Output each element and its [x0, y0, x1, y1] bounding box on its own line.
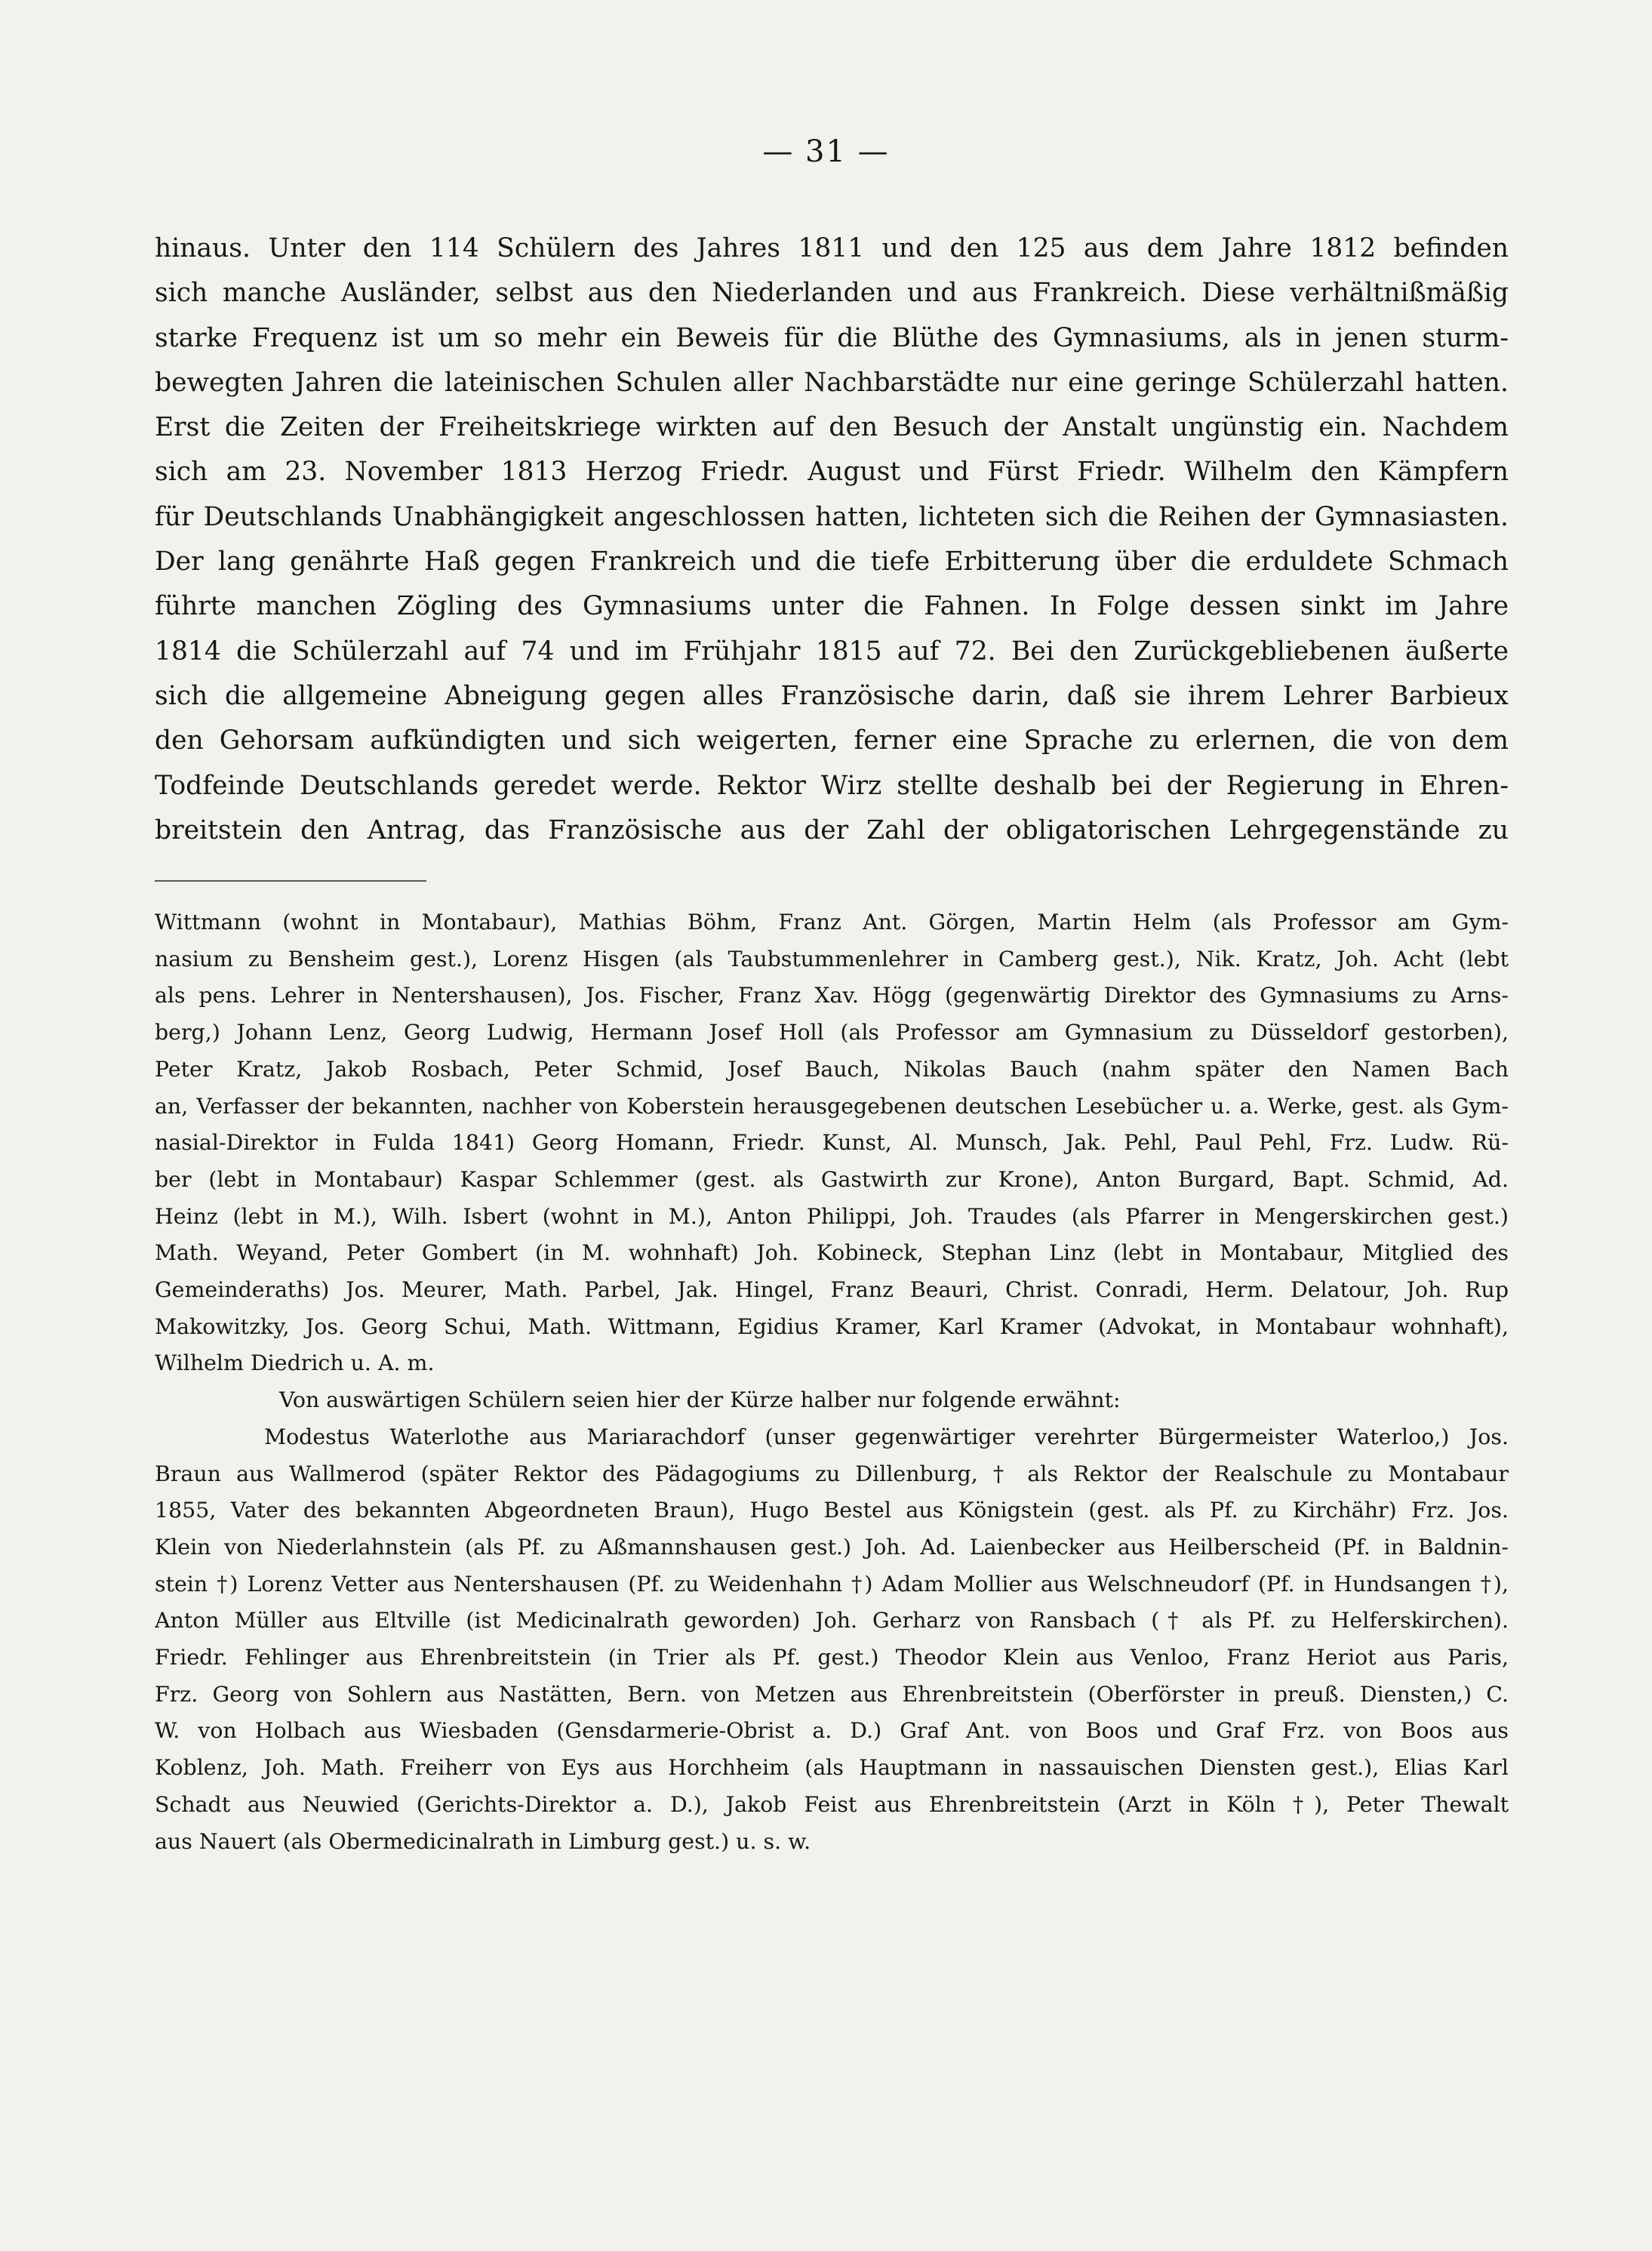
footnote-line: Anton Müller aus Eltville (ist Medicinalrath geworden) Joh. Gerharz von Ransbach († als Pf. zu Helferskirchen). — [155, 1608, 1509, 1634]
text-line: führte manchen Zögling des Gymnasiums unter die Fahnen. In Folge dessen sinkt im Jahre — [155, 591, 1509, 622]
footnote-line: Peter Kratz, Jakob Rosbach, Peter Schmid, Josef Bauch, Nikolas Bauch (nahm später den Namen Bach — [155, 1056, 1509, 1082]
footnote-line: Gemeinderaths) Jos. Meurer, Math. Parbel, Jak. Hingel, Franz Beauri, Christ. Conradi, Herm. Delatour, Joh. Rup — [155, 1277, 1509, 1303]
footnote-line: nasium zu Bensheim gest.), Lorenz Hisgen (als Taubstummenlehrer in Camberg gest.), Nik. Kratz, Joh. Acht (lebt — [155, 946, 1509, 972]
text-line: Der lang genährte Haß gegen Frankreich und die tiefe Erbitterung über die erduldete Schmach — [155, 547, 1509, 577]
footnote-line: Braun aus Wallmerod (später Rektor des Pädagogiums zu Dillenburg, † als Rektor der Realschule zu Montabaur — [155, 1461, 1509, 1486]
footnote-line: Frz. Georg von Sohlern aus Nastätten, Bern. von Metzen aus Ehrenbreitstein (Oberförster in preuß. Diensten,) C. — [155, 1681, 1509, 1707]
footnote-line: als pens. Lehrer in Nentershausen), Jos. Fischer, Franz Xav. Högg (gegenwärtig Direktor des Gymnasiums zu Arns- — [155, 983, 1509, 1008]
text-line: den Gehorsam aufkündigten und sich weigerten, ferner eine Sprache zu erlernen, die von dem — [155, 725, 1509, 756]
footnotes — [155, 904, 1509, 1860]
text-line: für Deutschlands Unabhängigkeit angeschlossen hatten, lichteten sich die Reihen der Gymnasiasten. — [155, 501, 1509, 532]
footnote-line: nasial-Direktor in Fulda 1841) Georg Homann, Friedr. Kunst, Al. Munsch, Jak. Pehl, Paul Pehl, Frz. Ludw. Rü- — [155, 1130, 1509, 1156]
footnote-line: Klein von Niederlahnstein (als Pf. zu Aßmannshausen gest.) Joh. Ad. Laienbecker aus Heilberscheid (Pf. in Baldnin- — [155, 1534, 1509, 1560]
footnote-line: stein †) Lorenz Vetter aus Nentershausen (Pf. zu Weidenhahn †) Adam Mollier aus Welschneudorf (Pf. in Hundsangen †), — [155, 1571, 1509, 1597]
footnote-line: berg,) Johann Lenz, Georg Ludwig, Hermann Josef Holl (als Professor am Gymnasium zu Düsseldorf gestorben), — [155, 1020, 1509, 1045]
footnote-line: an, Verfasser der bekannten, nachher von Koberstein herausgegebenen deutschen Lesebücher u. a. Werke, gest. als Gym- — [155, 1093, 1509, 1119]
footnote-divider — [155, 880, 426, 882]
text-line: hinaus. Unter den 114 Schülern des Jahres 1811 und den 125 aus dem Jahre 1812 befinden — [155, 233, 1509, 263]
footnote-line: Math. Weyand, Peter Gombert (in M. wohnhaft) Joh. Kobineck, Stephan Linz (lebt in Montabaur, Mitglied des — [155, 1240, 1509, 1266]
page-number: — 31 — — [762, 134, 890, 169]
text-line: sich manche Ausländer, selbst aus den Niederlanden und aus Frankreich. Diese verhältnißmäßig — [155, 278, 1509, 309]
footnote-line: Makowitzky, Jos. Georg Schui, Math. Wittmann, Egidius Kramer, Karl Kramer (Advokat, in Montabaur wohnhaft), — [155, 1313, 1509, 1339]
footnote-line: 1855, Vater des bekannten Abgeordneten Braun), Hugo Bestel aus Königstein (gest. als Pf. zu Kirchähr) Frz. Jos. — [155, 1498, 1509, 1523]
main-text — [155, 226, 1509, 853]
text-line: sich die allgemeine Abneigung gegen alles Französische darin, daß sie ihrem Lehrer Barbieux — [155, 680, 1509, 711]
text-line: Erst die Zeiten der Freiheitskriege wirkten auf den Besuch der Anstalt ungünstig ein. Nachdem — [155, 412, 1509, 443]
text-line: sich am 23. November 1813 Herzog Friedr. August und Fürst Friedr. Wilhelm den Kämpfern — [155, 457, 1509, 488]
footnote-line: Modestus Waterlothe aus Mariarachdorf (unser gegenwärtiger verehrter Bürgermeister Waterloo,) Jos. — [264, 1424, 1509, 1449]
footnote-line: Koblenz, Joh. Math. Freiherr von Eys aus Horchheim (als Hauptmann in nassauischen Diensten gest.), Elias Karl — [155, 1755, 1509, 1781]
text-line: Todfeinde Deutschlands geredet werde. Rektor Wirz stellte deshalb bei der Regierung in Ehren- — [155, 770, 1509, 801]
footnote-line: Friedr. Fehlinger aus Ehrenbreitstein (in Trier als Pf. gest.) Theodor Klein aus Venloo, Franz Heriot aus Paris, — [155, 1645, 1509, 1671]
footnote-line: Heinz (lebt in M.), Wilh. Isbert (wohnt in M.), Anton Philippi, Joh. Traudes (als Pfarrer in Mengerskirchen gest.) — [155, 1203, 1509, 1229]
text-line: 1814 die Schülerzahl auf 74 und im Frühjahr 1815 auf 72. Bei den Zurückgebliebenen äußerte — [155, 636, 1509, 667]
text-line: breitstein den Antrag, das Französische aus der Zahl der obligatorischen Lehrgegenstände zu — [155, 814, 1509, 845]
text-line: bewegten Jahren die lateinischen Schulen aller Nachbarstädte nur eine geringe Schülerzahl hatten. — [155, 367, 1509, 398]
footnote-line: Schadt aus Neuwied (Gerichts-Direktor a. D.), Jakob Feist aus Ehrenbreitstein (Arzt in Köln †), Peter Thewalt — [155, 1791, 1509, 1817]
footnote-line: ber (lebt in Montabaur) Kaspar Schlemmer (gest. als Gastwirth zur Krone), Anton Burgard, Bapt. Schmid, Ad. — [155, 1166, 1509, 1192]
footnote-line: W. von Holbach aus Wiesbaden (Gensdarmerie-Obrist a. D.) Graf Ant. von Boos und Graf Frz. von Boos aus — [155, 1718, 1509, 1744]
footnote-line: Wilhelm Diedrich u. A. m. — [155, 1350, 435, 1376]
footnote-line: aus Nauert (als Obermedicinalrath in Limburg gest.) u. s. w. — [155, 1828, 811, 1854]
text-line: starke Frequenz ist um so mehr ein Beweis für die Blüthe des Gymnasiums, als in jenen sturm- — [155, 322, 1509, 353]
foreign-students-heading: Von auswärtigen Schülern seien hier der Kürze halber nur folgende erwähnt: — [279, 1387, 1121, 1413]
footnote-line: Wittmann (wohnt in Montabaur), Mathias Böhm, Franz Ant. Görgen, Martin Helm (als Professor am Gym- — [155, 910, 1509, 935]
